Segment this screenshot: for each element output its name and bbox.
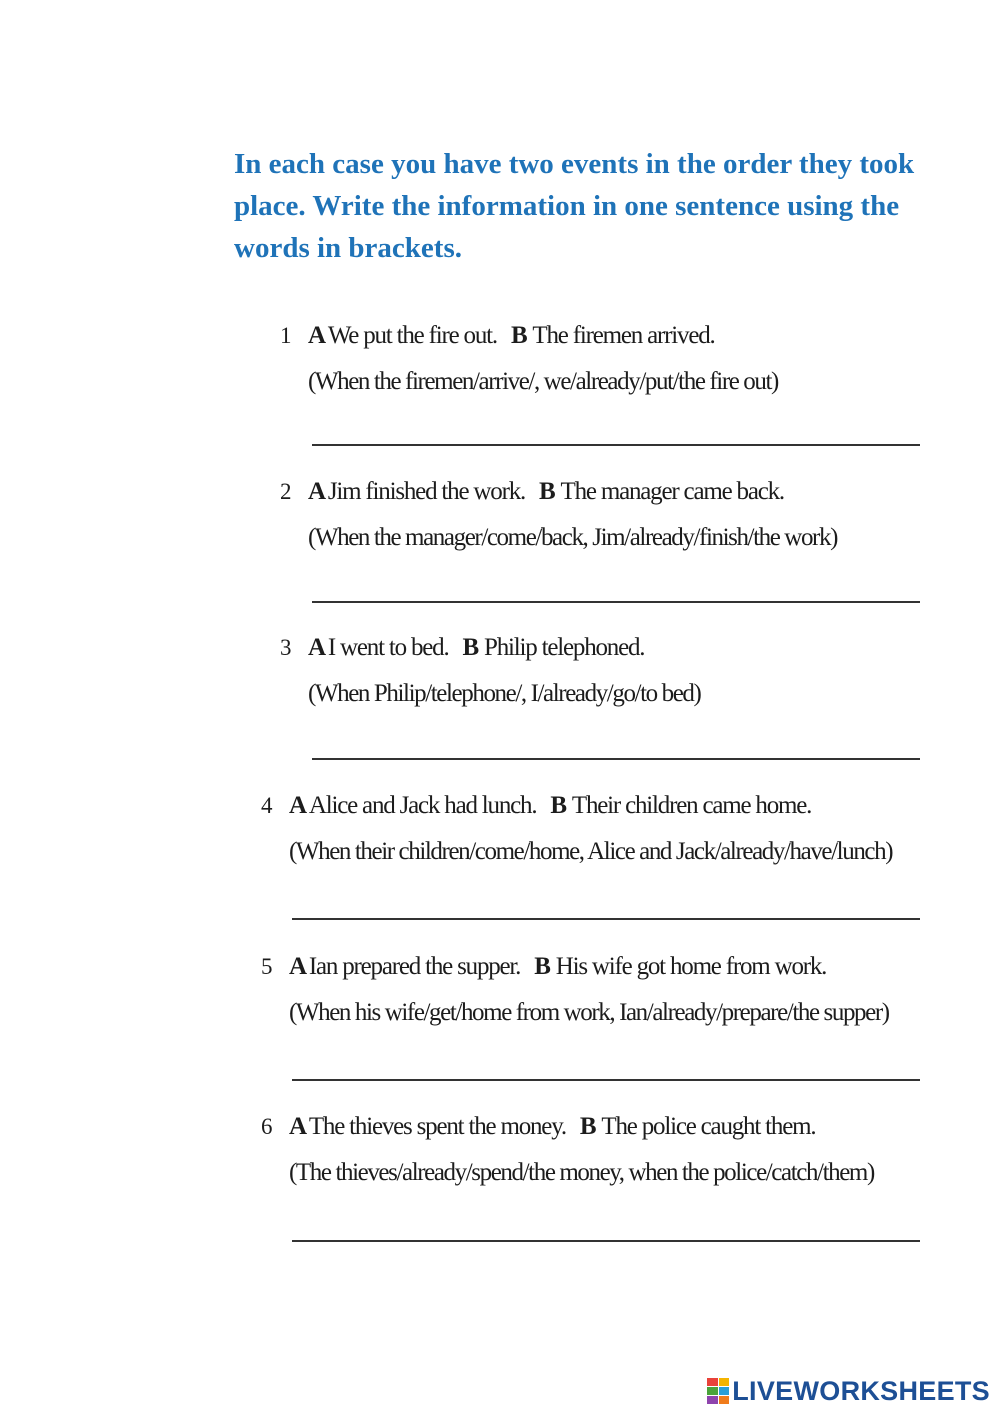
event-a-text: Alice and Jack had lunch. — [308, 792, 537, 819]
exercise-number: 2 — [280, 479, 291, 504]
exercise-item-5 — [261, 953, 941, 1027]
exercise-item-2 — [280, 478, 960, 552]
exercise-hint: (When their children/come/home, Alice and Jack/already/have/lunch) — [289, 838, 893, 865]
exercise-item-6 — [261, 1113, 941, 1187]
exercise-number: 1 — [280, 323, 291, 348]
event-a-text: Ian prepared the supper. — [308, 953, 521, 980]
instructions-text: In each case you have two events in the order they took place. Write the information in one sentence using the words in brackets. — [234, 148, 915, 264]
event-b-text: The police caught them. — [601, 1113, 816, 1140]
exercise-item-4 — [261, 792, 941, 866]
answer-line-5[interactable] — [292, 1079, 920, 1081]
answer-line-1[interactable] — [312, 444, 920, 446]
event-b-text: His wife got home from work. — [555, 953, 827, 980]
liveworksheets-logo — [707, 1374, 990, 1408]
event-b-label: B — [579, 1113, 596, 1140]
event-b-text: Their children came home. — [571, 792, 812, 819]
exercise-item-3 — [280, 634, 960, 708]
exercise-hint: (The thieves/already/spend/the money, when the police/catch/them) — [289, 1159, 874, 1186]
event-a-label: A — [308, 322, 325, 349]
exercise-item-1 — [280, 322, 960, 396]
event-b-label: B — [550, 792, 566, 819]
liveworksheets-logo-icon — [707, 1378, 729, 1404]
exercise-number: 4 — [261, 793, 272, 818]
exercise-number: 3 — [280, 635, 291, 660]
event-b-text: The firemen arrived. — [532, 322, 715, 349]
exercise-number: 5 — [261, 954, 272, 979]
logo-text: LIVEWORKSHEETS — [732, 1375, 990, 1406]
exercise-events — [280, 322, 960, 350]
event-b-label: B — [462, 634, 479, 661]
exercise-events — [280, 634, 960, 662]
exercise-events — [280, 478, 960, 506]
event-a-text: Jim finished the work. — [327, 478, 526, 505]
event-a-label: A — [289, 953, 306, 980]
event-b-label: B — [510, 322, 527, 349]
event-a-label: A — [308, 478, 325, 505]
event-b-text: The manager came back. — [560, 478, 784, 505]
event-a-label: A — [289, 1113, 306, 1140]
event-a-text: We put the fire out. — [327, 322, 497, 349]
event-a-label: A — [289, 792, 306, 819]
event-a-text: The thieves spent the money. — [308, 1113, 566, 1140]
event-b-label: B — [539, 478, 555, 505]
event-a-label: A — [308, 634, 325, 661]
event-b-text: Philip telephoned. — [484, 634, 645, 661]
exercise-events — [261, 792, 941, 820]
answer-line-4[interactable] — [292, 918, 920, 920]
exercise-events — [261, 953, 941, 981]
answer-line-6[interactable] — [292, 1240, 920, 1242]
event-a-text: I went to bed. — [327, 634, 449, 661]
exercise-hint: (When the manager/come/back, Jim/already/finish/the work) — [308, 524, 838, 551]
exercise-number: 6 — [261, 1114, 272, 1139]
exercise-hint: (When his wife/get/home from work, Ian/already/prepare/the supper) — [289, 999, 889, 1026]
exercise-hint: (When Philip/telephone/, I/already/go/to bed) — [308, 680, 701, 707]
exercise-events — [261, 1113, 941, 1141]
exercise-hint: (When the firemen/arrive/, we/already/put/the fire out) — [308, 368, 778, 395]
answer-line-3[interactable] — [312, 758, 920, 760]
answer-line-2[interactable] — [312, 601, 920, 603]
event-b-label: B — [534, 953, 550, 980]
